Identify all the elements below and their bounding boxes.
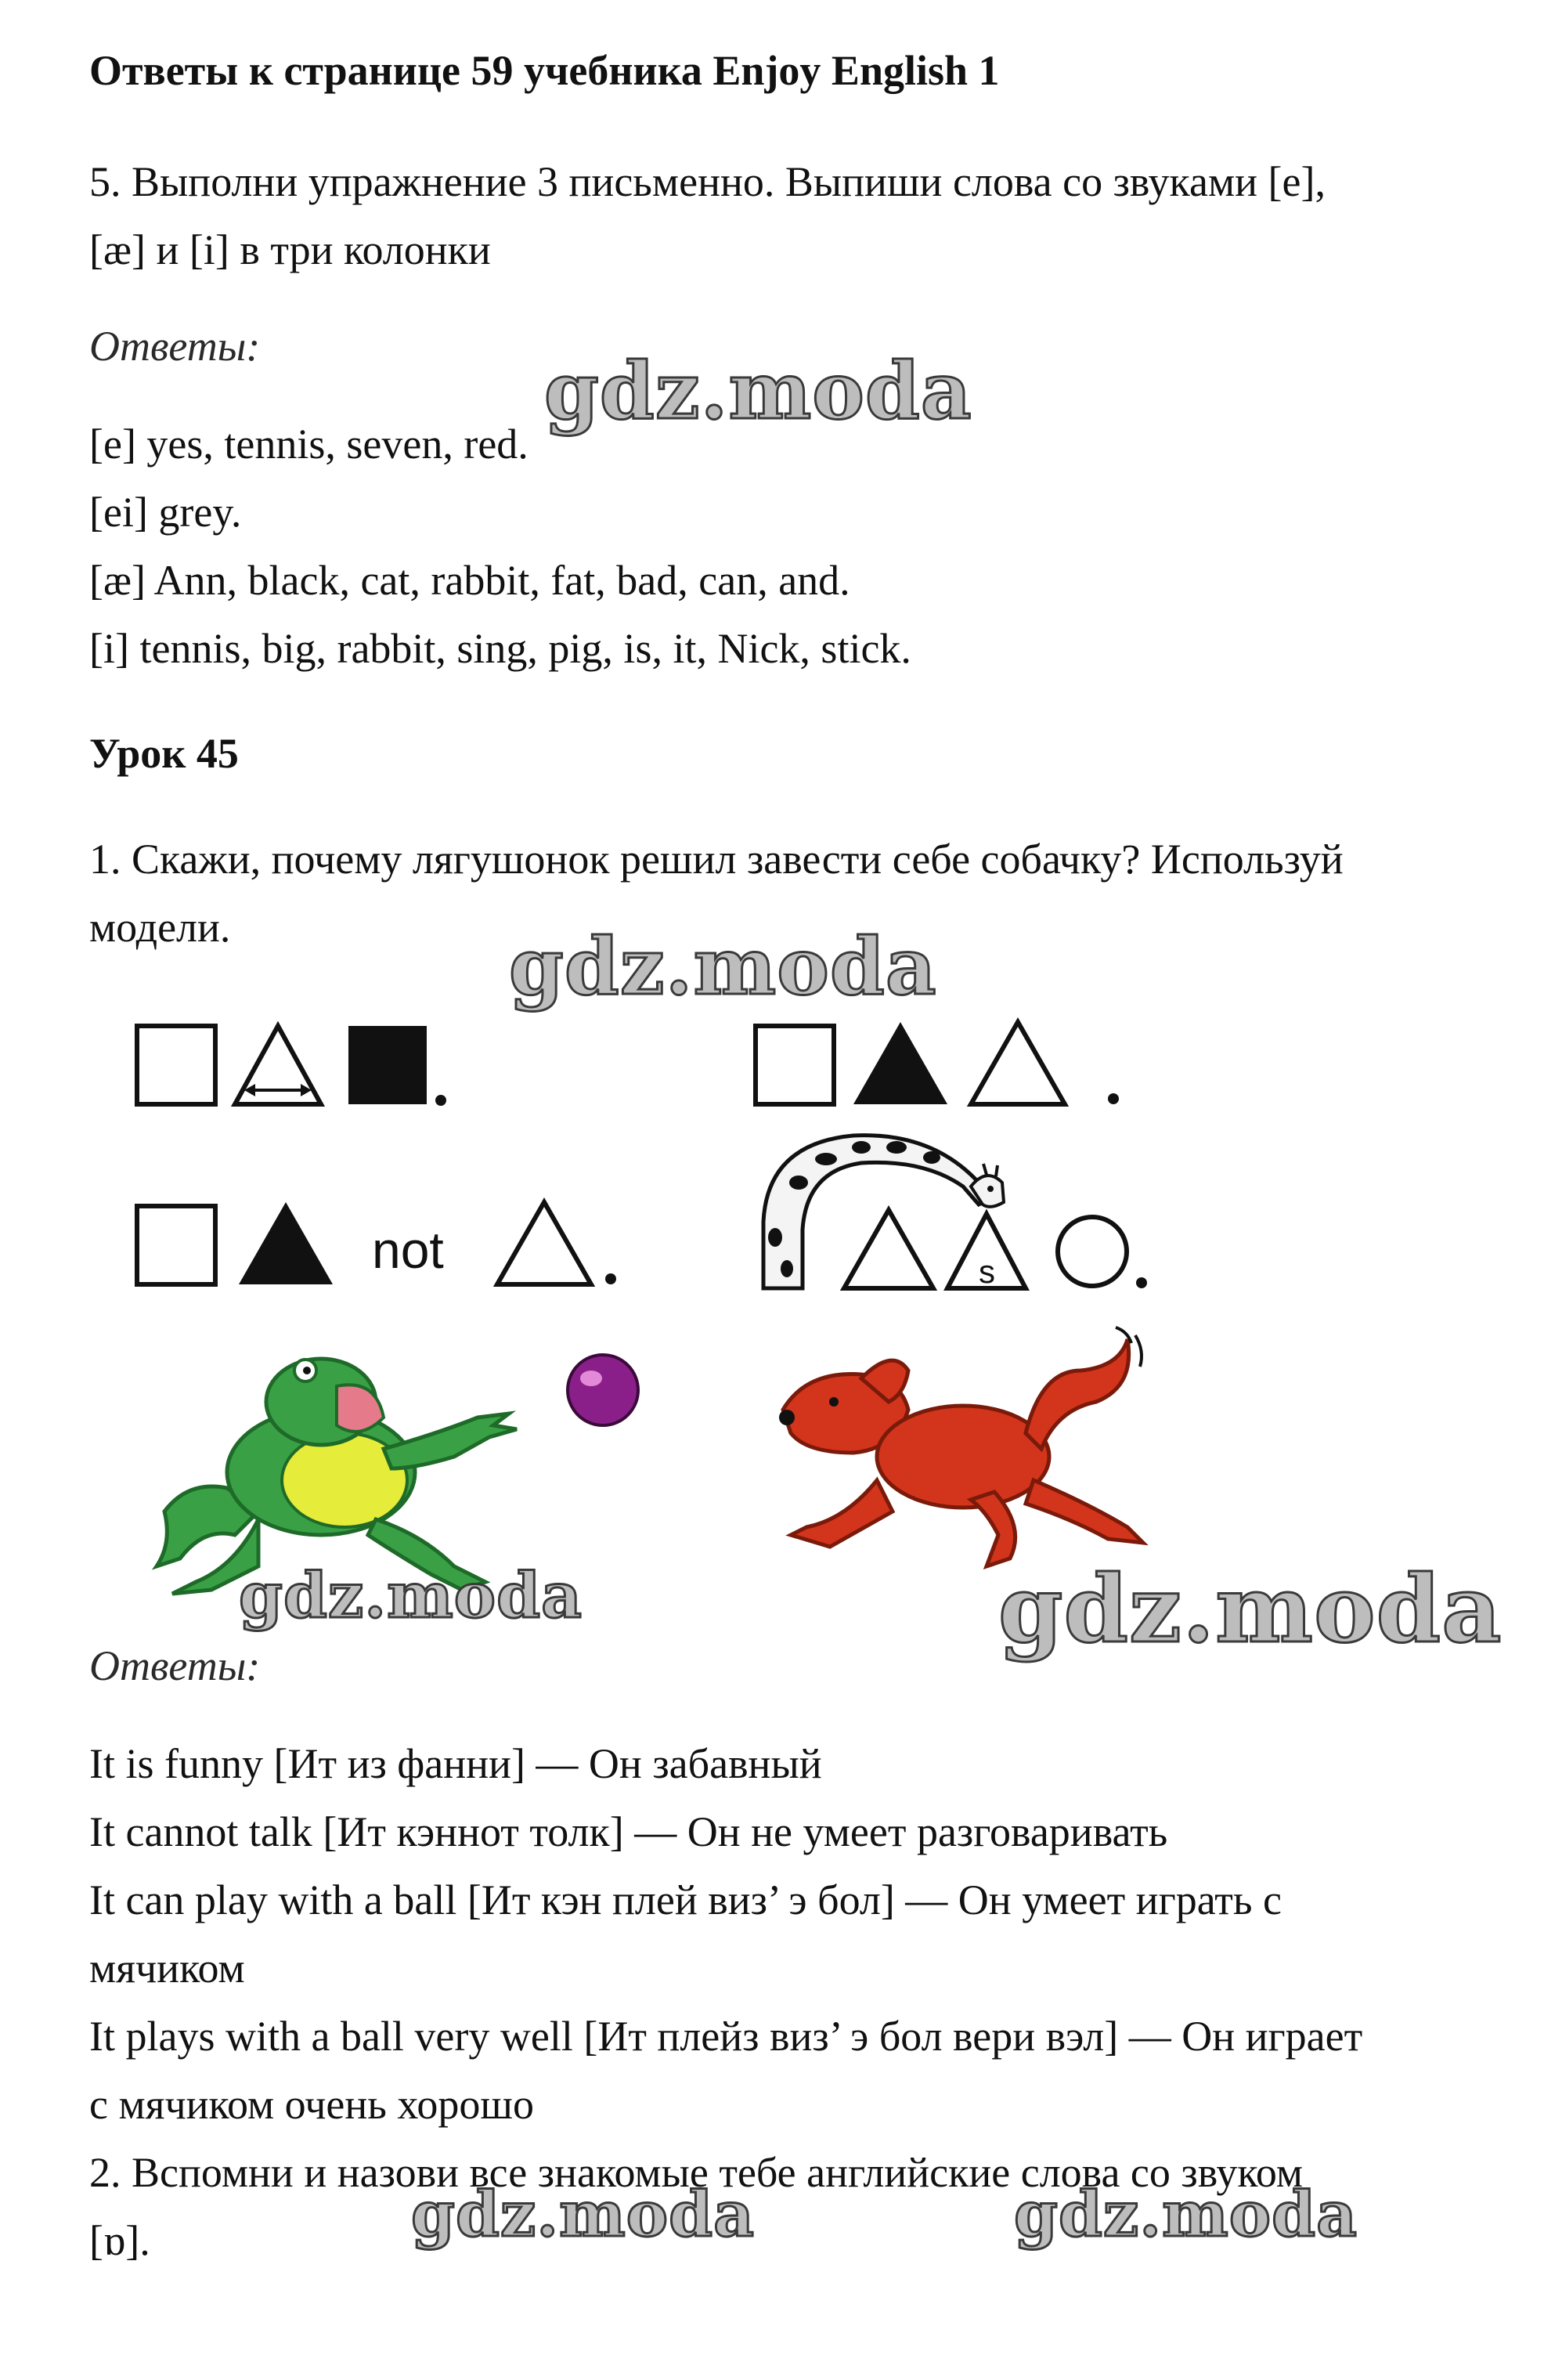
watermark: gdz.moda — [411, 2177, 755, 2251]
answer-line: It is funny [Ит из фанни] — Он забавный — [89, 1740, 822, 1787]
model-2-left-shapes — [133, 1194, 399, 1296]
answer-line: [e] yes, tennis, seven, red. — [89, 421, 528, 468]
answer-line: It plays with a ball very well [Ит плейз виз’ э бол вери вэл] — Он играет — [89, 2013, 1363, 2060]
answer-line: мячиком — [89, 1945, 245, 1992]
watermark: gdz.moda — [239, 1558, 583, 1632]
task2-line2: [ɒ]. — [89, 2217, 150, 2264]
triangle-shape — [971, 1022, 1065, 1104]
triangle-shape — [844, 1210, 933, 1288]
model-1-left — [133, 1018, 501, 1120]
triangle-shape — [497, 1202, 591, 1284]
task5-line1: 5. Выполни упражнение 3 письменно. Выпиши слова со звуками [e], — [89, 158, 1326, 205]
ball-picture — [568, 1355, 638, 1425]
answer-line: [æ] Ann, black, cat, rabbit, fat, bad, can, and. — [89, 557, 850, 604]
answer-line: It can play with a ball [Ит кэн плей виз’ э бол] — Он умеет играть с — [89, 1876, 1282, 1923]
answers-label-1: Ответы: — [89, 323, 261, 370]
lesson-heading: Урок 45 — [89, 730, 239, 777]
answer-line: [i] tennis, big, rabbit, sing, pig, is, it, Nick, stick. — [89, 625, 911, 672]
s-letter: s — [979, 1253, 995, 1290]
square-shape — [756, 1026, 834, 1104]
answer-line: [ei] grey. — [89, 489, 242, 536]
model-2-right — [752, 1112, 1159, 1300]
model-2-left-end — [493, 1194, 626, 1296]
answers-label-2: Ответы: — [89, 1642, 261, 1689]
watermark: gdz.moda — [544, 345, 972, 437]
square-shape — [137, 1206, 215, 1284]
filled-triangle-shape — [853, 1022, 947, 1104]
circle-shape — [1058, 1217, 1127, 1286]
answer-line: с мячиком очень хорошо — [89, 2081, 534, 2128]
answer-line: It cannot talk [Ит кэннот толк] — Он не умеет разговаривать — [89, 1808, 1168, 1855]
watermark: gdz.moda — [998, 1555, 1503, 1663]
triangle-shape — [235, 1026, 321, 1104]
page-title: Ответы к странице 59 учебника Enjoy English 1 — [89, 47, 1000, 94]
square-shape — [137, 1026, 215, 1104]
dot-mark — [1108, 1093, 1119, 1104]
dot-mark — [435, 1095, 446, 1106]
task1-line1: 1. Скажи, почему лягушонок решил завести себе собачку? Используй — [89, 836, 1344, 883]
dot-mark — [605, 1273, 616, 1284]
task2-line1: 2. Вспомни и назови все знакомые тебе английские слова со звуком — [89, 2149, 1303, 2196]
filled-triangle-shape — [239, 1202, 333, 1284]
dog-picture — [759, 1324, 1167, 1582]
watermark: gdz.moda — [1014, 2177, 1358, 2251]
task5-line2: [æ] и [i] в три колонки — [89, 226, 491, 273]
not-word: not — [372, 1221, 444, 1279]
task1-line2: модели. — [89, 904, 231, 951]
model-1-right — [752, 1014, 1127, 1116]
watermark: gdz.moda — [509, 920, 937, 1013]
filled-square-shape — [348, 1026, 427, 1104]
giraffe-picture — [763, 1136, 1004, 1288]
dot-mark — [1136, 1277, 1147, 1288]
